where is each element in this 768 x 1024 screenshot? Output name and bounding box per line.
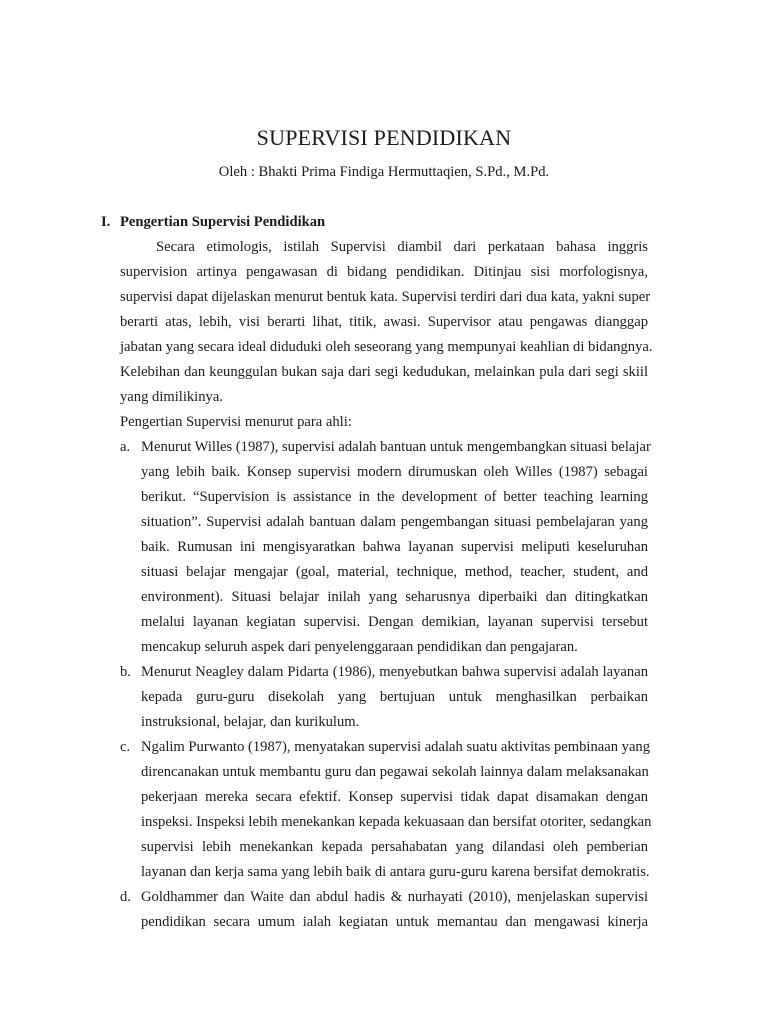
- paragraph-line: supervision artinya pengawasan di bidang pendidikan. Ditinjau sisi morfologisnya,: [120, 264, 648, 280]
- paragraph-line: supervisi dapat dijelaskan menurut bentuk kata. Supervisi terdiri dari dua kata, yakni super: [120, 289, 651, 305]
- author-line: Oleh : Bhakti Prima Findiga Hermuttaqien, S.Pd., M.Pd.: [218, 164, 550, 180]
- list-item-line: Menurut Willes (1987), supervisi adalah bantuan untuk mengembangkan situasi belajar: [141, 439, 651, 455]
- list-item-line: baik. Rumusan ini mengisyaratkan bahwa layanan supervisi meliputi keseluruhan: [141, 539, 648, 555]
- section-number: I.: [101, 214, 111, 230]
- list-item-line: direncanakan untuk membantu guru dan pegawai sekolah lainnya dalam melaksanakan: [141, 764, 649, 780]
- document-title: SUPERVISI PENDIDIKAN: [256, 125, 512, 150]
- paragraph-line: jabatan yang secara ideal diduduki oleh seseorang yang mempunyai keahlian di bidangnya.: [120, 339, 653, 355]
- list-item-line: situasi belajar mengajar (goal, material, technique, method, teacher, student, and: [141, 564, 648, 580]
- paragraph-line: Kelebihan dan keunggulan bukan saja dari segi kedudukan, melainkan pula dari segi skiil: [120, 364, 648, 380]
- list-item-line: Ngalim Purwanto (1987), menyatakan supervisi adalah suatu aktivitas pembinaan yang: [141, 739, 651, 755]
- list-item-line: berikut. “Supervision is assistance in the development of better teaching learning: [141, 489, 648, 505]
- list-marker: d.: [120, 889, 131, 905]
- list-item-line: kepada guru-guru disekolah yang bertujuan untuk menghasilkan perbaikan: [141, 689, 648, 705]
- list-item-line: yang lebih baik. Konsep supervisi modern dirumuskan oleh Willes (1987) sebagai: [141, 464, 648, 480]
- list-item-line: environment). Situasi belajar inilah yang seharusnya diperbaiki dan ditingkatkan: [141, 589, 648, 605]
- list-item-line: situation”. Supervisi adalah bantuan dalam pengembangan situasi pembelajaran yang: [141, 514, 648, 530]
- list-marker: b.: [120, 664, 131, 680]
- list-item-line: layanan dan kerja sama yang lebih baik di antara guru-guru karena bersifat demokratis.: [141, 864, 650, 880]
- list-item-line: mencakup seluruh aspek dari penyelenggaraan pendidikan dan pengajaran.: [141, 639, 578, 655]
- paragraph-line: berarti atas, lebih, visi berarti lihat, titik, awasi. Supervisor atau pengawas dianggap: [120, 314, 648, 330]
- list-item-line: supervisi lebih menekankan kepada persahabatan yang dilandasi oleh pemberian: [141, 839, 648, 855]
- experts-intro: Pengertian Supervisi menurut para ahli:: [120, 414, 352, 430]
- list-item-line: instruksional, belajar, dan kurikulum.: [141, 714, 360, 730]
- section-heading: Pengertian Supervisi Pendidikan: [120, 214, 326, 230]
- list-marker: a.: [120, 439, 131, 455]
- list-item-line: Menurut Neagley dalam Pidarta (1986), menyebutkan bahwa supervisi adalah layanan: [141, 664, 648, 680]
- list-item-line: pendidikan secara umum ialah kegiatan untuk memantau dan mengawasi kinerja: [141, 914, 648, 930]
- paragraph-line: Secara etimologis, istilah Supervisi diambil dari perkataan bahasa inggris: [156, 239, 648, 255]
- list-item-line: inspeksi. Inspeksi lebih menekankan kepada kekuasaan dan bersifat otoriter, sedangkan: [141, 814, 652, 830]
- paragraph-line: yang dimilikinya.: [120, 389, 223, 405]
- list-marker: c.: [120, 739, 131, 755]
- list-item-line: Goldhammer dan Waite dan abdul hadis & nurhayati (2010), menjelaskan supervisi: [141, 889, 648, 905]
- list-item-line: pekerjaan mereka secara efektif. Konsep supervisi tidak dapat disamakan dengan: [141, 789, 648, 805]
- list-item-line: melalui layanan kegiatan supervisi. Dengan demikian, layanan supervisi tersebut: [141, 614, 648, 630]
